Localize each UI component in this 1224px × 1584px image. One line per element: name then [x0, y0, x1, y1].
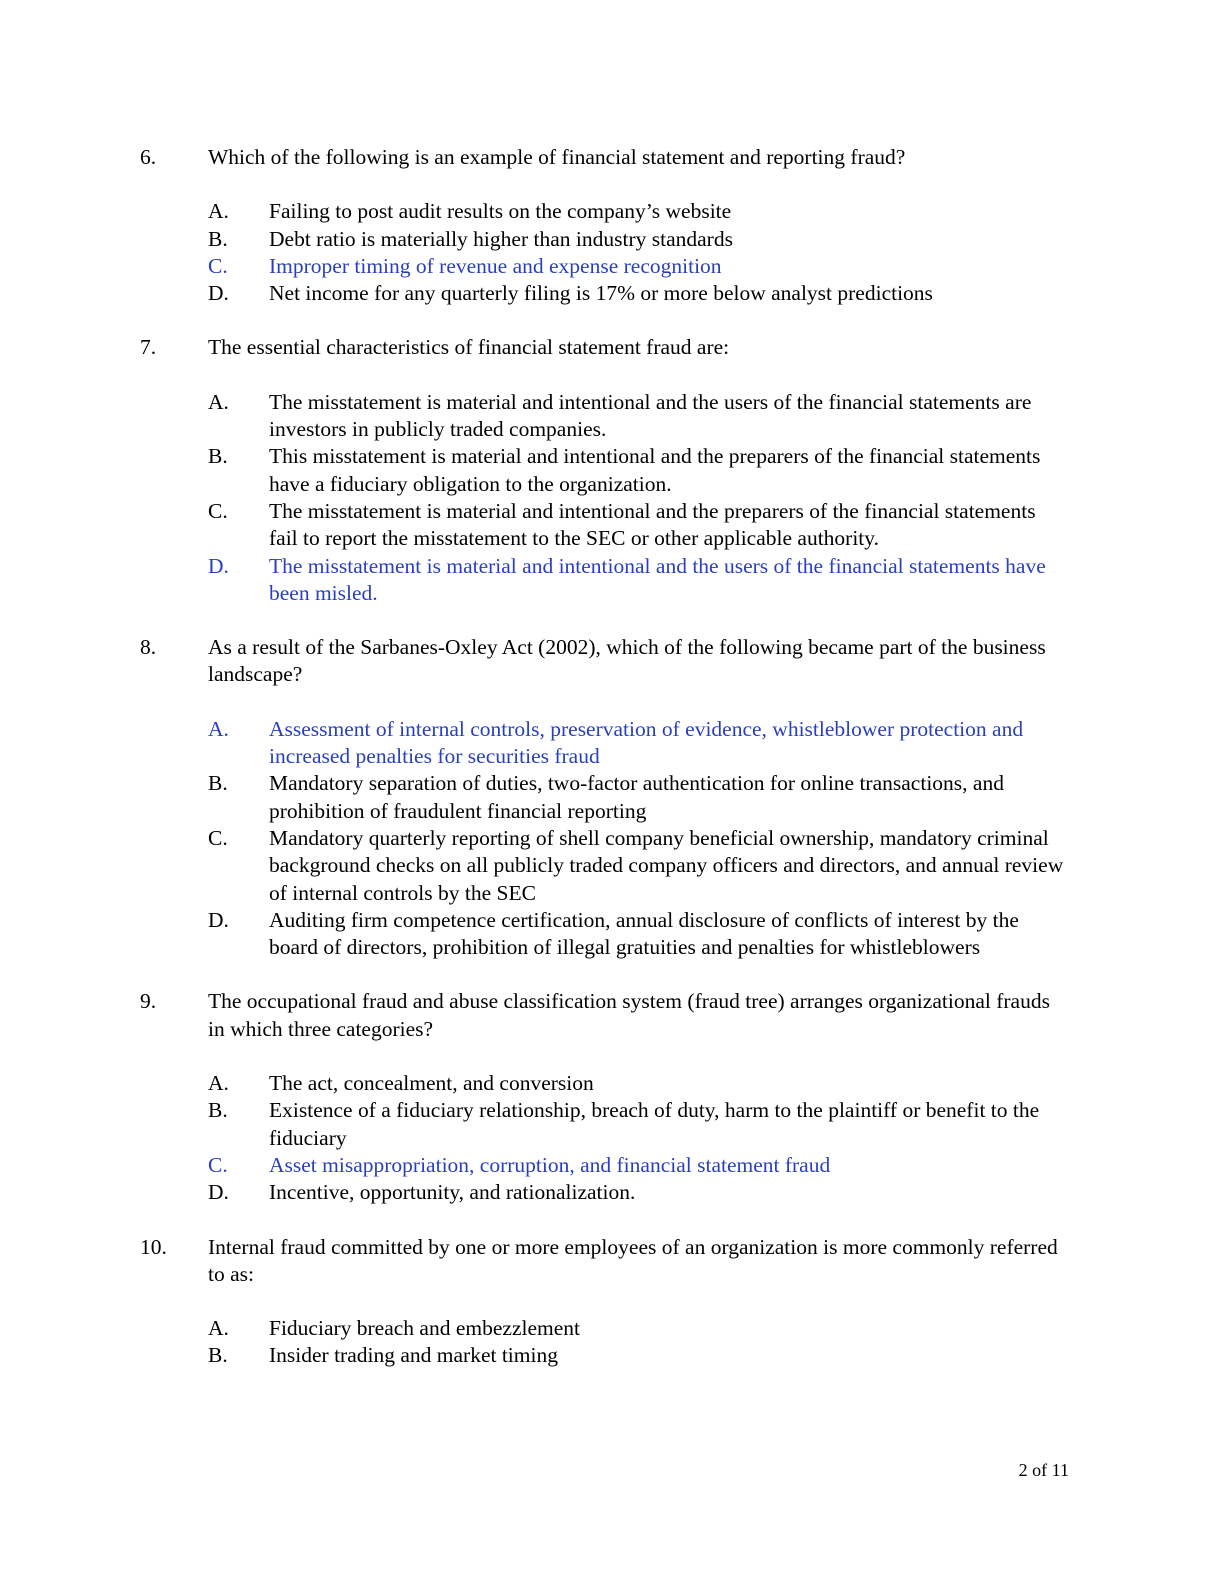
page-number: 2 of 11 [1018, 1460, 1069, 1480]
option-text: Assessment of internal controls, preservation of evidence, whistleblower protection and increased penalties for securities fraud [269, 716, 1024, 769]
question-text: Which of the following is an example of financial statement and reporting fraud? [208, 145, 906, 169]
option-text: Existence of a fiduciary relationship, breach of duty, harm to the plaintiff or benefit to the fiduciary [269, 1098, 1040, 1150]
answer-option-correct [208, 553, 1080, 608]
option-letter: A. [208, 199, 229, 224]
option-letter: C. [208, 498, 228, 523]
option-letter: C. [208, 1152, 228, 1177]
answer-option [208, 1315, 1080, 1342]
question-text: As a result of the Sarbanes-Oxley Act (2002), which of the following became part of the business landscape? [208, 635, 1046, 687]
option-text: Fiduciary breach and embezzlement [269, 1316, 581, 1341]
answer-options [208, 389, 1080, 607]
option-letter: C. [208, 825, 228, 850]
option-text: The misstatement is material and intentional and the users of the financial statements are investors in publicly traded companies. [269, 389, 1032, 442]
option-text: Insider trading and market timing [269, 1343, 558, 1368]
answer-option [208, 198, 1080, 225]
option-letter: A. [208, 1071, 229, 1096]
option-text: The act, concealment, and conversion [269, 1071, 594, 1096]
answer-option-correct [208, 253, 1080, 280]
option-text: Failing to post audit results on the company’s website [269, 199, 732, 224]
option-text: Net income for any quarterly filing is 17% or more below analyst predictions [269, 281, 933, 306]
question-number: 7. [140, 335, 157, 360]
answer-option [208, 770, 1080, 825]
answer-option [208, 226, 1080, 253]
option-text: This misstatement is material and intentional and the preparers of the financial statements have a fiduciary obligation to the organization. [269, 444, 1041, 496]
option-letter: B. [208, 1343, 228, 1368]
option-text: Mandatory quarterly reporting of shell company beneficial ownership, mandatory criminal background checks on all publicly traded company officers and directors, and annual review of internal controls by the SEC [269, 825, 1064, 905]
option-text: Debt ratio is materially higher than industry standards [269, 226, 733, 251]
question-number: 9. [140, 989, 157, 1014]
option-text: Mandatory separation of duties, two-factor authentication for online transactions, and prohibition of fraudulent financial reporting [269, 771, 1004, 823]
answer-option [208, 825, 1080, 907]
option-letter: A. [208, 716, 229, 741]
question-number: 10. [140, 1234, 167, 1259]
answer-option [208, 443, 1080, 498]
option-letter: D. [208, 1180, 229, 1205]
question-text: The occupational fraud and abuse classification system (fraud tree) arranges organizational frauds in which three categories? [208, 989, 1050, 1041]
answer-option [208, 389, 1080, 444]
option-letter: C. [208, 253, 228, 278]
option-text: Asset misappropriation, corruption, and financial statement fraud [269, 1152, 831, 1177]
answer-option-correct [208, 716, 1080, 771]
question-number: 8. [140, 635, 157, 660]
question [140, 634, 1080, 961]
option-letter: B. [208, 444, 228, 469]
question [140, 144, 1080, 307]
answer-option [208, 1342, 1080, 1369]
answer-options [208, 716, 1080, 962]
answer-options [208, 1070, 1080, 1206]
option-text: The misstatement is material and intentional and the users of the financial statements have been misled. [269, 553, 1046, 605]
option-text: Auditing firm competence certification, annual disclosure of conflicts of interest by the board of directors, prohibition of illegal gratuities and penalties for whistleblowers [269, 907, 1019, 960]
option-text: Incentive, opportunity, and rationalization. [269, 1180, 636, 1205]
answer-option [208, 280, 1080, 307]
option-letter: B. [208, 771, 228, 796]
answer-option [208, 498, 1080, 553]
answer-option-correct [208, 1152, 1080, 1179]
question-text: The essential characteristics of financial statement fraud are: [208, 335, 730, 360]
question [140, 334, 1080, 607]
option-letter: D. [208, 907, 229, 932]
option-text: Improper timing of revenue and expense recognition [269, 253, 722, 278]
question-number: 6. [140, 145, 157, 169]
option-text: The misstatement is material and intentional and the preparers of the financial statements fail to report the misstatement to the SEC or other applicable authority. [269, 498, 1036, 551]
question [140, 988, 1080, 1206]
question-list [140, 144, 1080, 1370]
answer-option [208, 1097, 1080, 1152]
answer-options [208, 1315, 1080, 1370]
answer-option [208, 907, 1080, 962]
question-text: Internal fraud committed by one or more employees of an organization is more commonly referred to as: [208, 1234, 1058, 1286]
answer-option [208, 1070, 1080, 1097]
answer-option [208, 1179, 1080, 1206]
option-letter: D. [208, 553, 229, 578]
option-letter: A. [208, 1316, 229, 1341]
option-letter: B. [208, 1098, 228, 1123]
option-letter: B. [208, 226, 228, 251]
answer-options [208, 198, 1080, 307]
option-letter: D. [208, 281, 229, 306]
question [140, 1234, 1080, 1370]
option-letter: A. [208, 389, 229, 414]
